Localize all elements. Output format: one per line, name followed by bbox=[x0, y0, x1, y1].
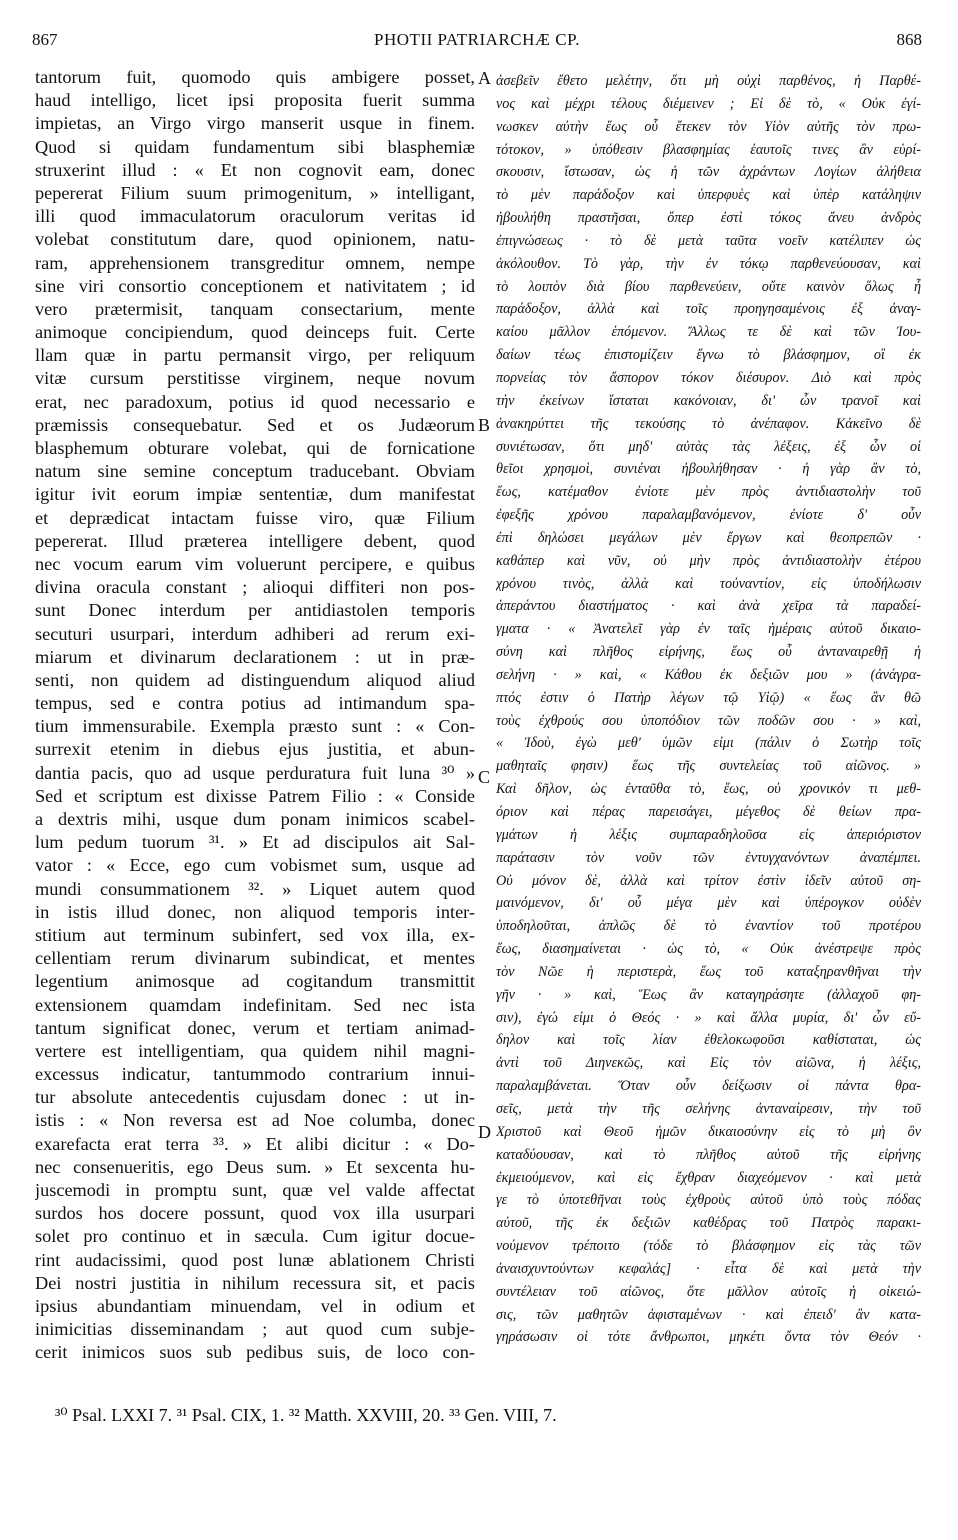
latin-text-line: vero prætermisit, tanquam consectarium, mente bbox=[35, 298, 475, 319]
greek-text-line: πορνείας τὸν ἄσπορον τόκον διέσυρον. Διὸ καὶ πρὸς bbox=[496, 369, 921, 386]
latin-text-line: divina oracula constant ; alioqui diffiteri non pos- bbox=[35, 577, 475, 598]
greek-text-line: ἕως, κατέμαθον ἐνίοτε μὲν πρὸς ἀντιδιαστολὴν τοῦ bbox=[496, 484, 921, 501]
latin-text-line: senti, non quidem ad distinguendum aliquod aliud bbox=[35, 669, 475, 690]
greek-text-line: όριον καὶ πέρας παρεισάγει, μέγεθος δὲ θείων πρα- bbox=[496, 804, 921, 820]
latin-text-line: rint audacissimi, quod post lunæ ablationem Christi bbox=[35, 1249, 475, 1270]
latin-text-line: extensionem quamdam indefinitam. Sed nec ista bbox=[35, 994, 475, 1015]
greek-text-line: πτός ἐστιν ὁ Πατὴρ λέγων τῷ Υἱῷ) « ἕως ἂν θῶ bbox=[496, 689, 921, 706]
latin-text-line: mundi consummationem ³². » Liquet autem quod bbox=[35, 878, 475, 899]
latin-text-line: cerit inimicos suos sub pedibus suis, de loco con- bbox=[35, 1342, 475, 1363]
greek-text-line: σιν), ἐγώ εἰμι ὁ Θεός · » καὶ ἄλλα μυρία, δι' ὧν εὔ- bbox=[496, 1009, 921, 1026]
greek-text-line: Καὶ δῆλον, ὡς ἐνταῦθα τὸ, ἕως, οὐ χρονικόν τι μεθ- bbox=[496, 781, 921, 798]
latin-text-line: struxerint illud : « Et non cognovit eam, donec bbox=[35, 159, 475, 180]
greek-text-line: καταδύουσαν, καὶ τὸ πλῆθος αὐτοῦ τῆς εἰρήνης bbox=[496, 1146, 921, 1163]
latin-text-line: stitium aut terminum subinfert, sed vox illa, ex- bbox=[35, 924, 475, 945]
greek-text-line: θεῖοι χρησμοὶ, συνιέναι ἠβουλήθησαν · ἡ γὰρ ἂν τὸ, bbox=[496, 461, 921, 478]
section-marker-a: A bbox=[478, 68, 491, 88]
latin-text-line: surrexit etenim in diebus ejus justitia, et abun- bbox=[35, 739, 475, 760]
latin-text-line: excessus indicatur, tantummodo contrarium innui- bbox=[35, 1064, 475, 1085]
greek-text-line: ἀσεβεῖν ἔθετο μελέτην, ὅτι μὴ οὐχὶ παρθένος, ἡ Παρθέ- bbox=[496, 73, 921, 89]
latin-text-line: in istis illud donec, non aliquod temporis inter- bbox=[35, 901, 475, 922]
greek-text-line: ἐπὶ δηλώσει μεγάλων μὲν ἔργων καὶ θεοπρεπῶν · bbox=[496, 529, 921, 546]
greek-text-line: δηλον καὶ τοῖς λίαν ἐθελοκωφοῦσι καθίσταται, ὡς bbox=[496, 1032, 921, 1049]
latin-text-line: et deprædicat intactam fuisse viro, quæ Filium bbox=[35, 507, 475, 528]
latin-text-line: vertere est intelligentiam, qua quidem nihil magni- bbox=[35, 1040, 475, 1061]
greek-text-line: γῆν · » καὶ, Ἕως ἂν καταγηράσητε (ἀλλαχοῦ φη- bbox=[496, 986, 921, 1003]
greek-text-line: τότοκον, » ὑπόθεσιν βλασφημίας ἑαυτοῖς τινες ἂν εὑρί- bbox=[496, 141, 921, 158]
page-number-right: 868 bbox=[896, 30, 922, 49]
latin-text-line: juscemodi in promptu sunt, quæ vel valde affectat bbox=[35, 1180, 475, 1200]
greek-text-line: συνιέτωσαν, ὅτι μηδ' αὐτὰς τὰς λέξεις, ἐξ ὧν οἱ bbox=[496, 438, 921, 455]
latin-text-line: haud intelligo, licet ipsi proposita fuerit summa bbox=[35, 90, 475, 111]
latin-text-line: sunt Donec interdum per antidiastolen temporis bbox=[35, 600, 475, 621]
greek-text-line: γε τὸ ὑποτεθῆναι τοὺς ἐχθροὺς αὐτοῦ ὑπὸ τοὺς πόδας bbox=[496, 1192, 921, 1209]
latin-text-line: tantorum fuit, quomodo quis ambigere posset, bbox=[35, 67, 475, 87]
greek-text-line: νος καὶ μέχρι τέλους διέμεινεν ; Εἰ δὲ τὸ, « Οὐκ ἐγί- bbox=[496, 95, 921, 112]
greek-text-line: ἀναισχυντούντων κεφαλάς] · εἶτα δὲ καὶ μετὰ τὴν bbox=[496, 1260, 921, 1277]
latin-text-line: istis : « Non reversa est ad Noe columba, donec bbox=[35, 1110, 475, 1131]
latin-column bbox=[35, 66, 475, 1365]
greek-text-line: σκουσιν, ἴστωσαν, ὡς ἡ τῶν ἀχράντων Λογίων ἀλήθεια bbox=[496, 164, 921, 181]
section-marker-d: D bbox=[478, 1122, 491, 1142]
latin-text-line: Sed et scriptum est dixisse Patrem Filio : « Conside bbox=[35, 785, 475, 806]
latin-text-line: exarefacta erat terra ³³. » Et alibi dicitur : « Do- bbox=[35, 1133, 475, 1154]
greek-text-line: ἐκμειούμενον, καὶ εἰς ἔχθραν διαχεόμενον · καὶ μετὰ bbox=[496, 1169, 921, 1186]
greek-text-line: νούμενον τρέποιτο (τόδε τὸ βλάσφημον εἰς τὰς τῶν bbox=[496, 1238, 921, 1255]
latin-text-line: pepererat. Illud præterea intelligere debent, quod bbox=[35, 530, 475, 551]
latin-text-line: ram, apprehensionem transgreditur omnem, nempe bbox=[35, 252, 475, 273]
latin-text-line: surdos hos docere possunt, quod vox illa usurpari bbox=[35, 1203, 475, 1224]
latin-text-line: inimicitias disseminandam ; aut quod cum subje- bbox=[35, 1319, 475, 1340]
greek-text-line: σύνη καὶ πλῆθος εἰρήνης, ἕως οὗ ἀνταναιρεθῇ ἡ bbox=[496, 644, 921, 661]
latin-text-line: dantia pacis, quo ad usque perduratura fuit luna ³⁰ » bbox=[35, 762, 475, 783]
running-header bbox=[32, 30, 922, 56]
latin-text-line: præmissis consequebatur. Sed et os Judæorum bbox=[35, 414, 475, 435]
latin-text-line: igitur ivit eorum impiæ sententiæ, dum manifestat bbox=[35, 484, 475, 505]
greek-column bbox=[496, 70, 921, 1349]
greek-text-line: Οὐ μόνον δὲ, ἀλλὰ καὶ τρίτον ἐστὶν ἰδεῖν αὐτοῦ ση- bbox=[496, 872, 921, 889]
section-marker-c: C bbox=[478, 767, 491, 787]
latin-text-line: miarum et divinarum declarationem : ut in præ- bbox=[35, 646, 475, 667]
greek-text-line: μαθηταῖς φησιν) ἕως τῆς συντελείας τοῦ αἰῶνος. » bbox=[496, 758, 921, 775]
latin-text-line: erat, nec paradoxum, potius id quod necessario e bbox=[35, 391, 475, 412]
greek-text-line: τὸ μὲν παράδοξον καὶ ὑπερφυὲς καὶ ὑπὲρ κατάληψιν bbox=[496, 187, 921, 204]
latin-text-line: Dei nostri justitia in nihilum recessura sit, et pacis bbox=[35, 1272, 475, 1293]
latin-text-line: lum pedum tuorum ³¹. » Et ad discipulos ait Sal- bbox=[35, 832, 475, 853]
latin-text-line: legentium animosque ad cogitandum transmittit bbox=[35, 971, 475, 992]
latin-text-line: vator : « Ecce, ego cum vobismet sum, usque ad bbox=[35, 855, 475, 876]
latin-text-line: sine viri consortio conceptionem et nativitatem ; id bbox=[35, 275, 475, 296]
greek-text-line: ἀκόλουθον. Τὸ γὰρ, τὴν ἐν τόκῳ παρθενεύουσαν, καὶ bbox=[496, 255, 921, 272]
greek-text-line: παράτασιν τὸν νοῦν τῶν ἐντυγχανόντων ἀναπέμπει. bbox=[496, 849, 921, 866]
latin-text-line: secuturi usurpari, interdum adhiberi ad rerum exi- bbox=[35, 623, 475, 644]
greek-text-line: συντέλειαν τοῦ αἰῶνος, ὅτε μᾶλλον αὐτοῖς ἡ οἰκειώ- bbox=[496, 1283, 921, 1300]
latin-text-line: vitæ cursum perstitisse virginem, neque novum bbox=[35, 368, 475, 389]
greek-text-line: ἀπεράντου διαστήματος · καὶ ἀνὰ χεῖρα τὰ παραδεί- bbox=[496, 598, 921, 615]
latin-text-line: tur absolute antecedentis cujusdam donec : ut in- bbox=[35, 1087, 475, 1108]
greek-text-line: χρόνου τινὸς, ἀλλὰ καὶ τοὐναντίον, εἰς ὑποδήλωσιν bbox=[496, 575, 921, 592]
running-title: PHOTII PATRIARCHÆ CP. bbox=[374, 30, 580, 49]
greek-text-line: δαίων τέως ἐπιστομίζειν ἔγνω τὸ βλάσφημον, οἳ ἐκ bbox=[496, 347, 921, 364]
latin-text-line: animoque concipiendum, quod deinceps fuit. Certe bbox=[35, 322, 475, 343]
greek-text-line: τὸ λοιπὸν διὰ βίου παρθενεύειν, οὔτε καινὸν ὅλως ἦ bbox=[496, 278, 921, 295]
latin-text-line: llam quæ in partu permansit virgo, per reliquum bbox=[35, 345, 475, 366]
latin-text-line: volebat constitutum dare, quod opinionem, natu- bbox=[35, 229, 475, 250]
greek-text-line: νωσκεν αὐτὴν ἕως οὗ ἔτεκεν τὸν Υἱὸν αὐτῆς τὸν πρω- bbox=[496, 118, 921, 135]
footnotes: ³⁰ Psal. LXXI 7. ³¹ Psal. CIX, 1. ³² Matth. XXVIII, 20. ³³ Gen. VIII, 7. bbox=[55, 1405, 557, 1425]
greek-text-line: ἀνακηρύττει τῆς τεκούσης τὸ ἀνέπαφον. Κἀκεῖνο δὲ bbox=[496, 415, 921, 432]
page-number-left: 867 bbox=[32, 30, 58, 49]
greek-text-line: καίου μᾶλλον ἑπόμενον. Ἄλλως τε δὲ καὶ τῶν Ἰου- bbox=[496, 324, 921, 341]
greek-text-line: ἕως, διασημαίνεται · ὡς τὸ, « Οὐκ ἀνέστρεψε πρὸς bbox=[496, 941, 921, 958]
latin-text-line: ipsius abundantiam minuendam, vel in odium et bbox=[35, 1295, 475, 1316]
latin-text-line: cellentiam rerum divinarum subindicat, et mentes bbox=[35, 948, 475, 969]
greek-text-line: Χριστοῦ καὶ Θεοῦ ἡμῶν δικαιοσύνην εἰς τὸ μὴ ὂν bbox=[496, 1123, 921, 1140]
greek-text-line: « Ἰδοὺ, ἐγὼ μεθ' ὑμῶν εἰμι (πάλιν ὁ Σωτὴρ τοῖς bbox=[496, 735, 921, 752]
latin-text-line: a dextris mihi, usque dum ponam inimicos scabel- bbox=[35, 809, 475, 829]
greek-text-line: σεῖς, μετὰ τὴν τῆς σελήνης ἀνταναίρεσιν, τὴν τοῦ bbox=[496, 1100, 921, 1117]
latin-text-line: pepererat Filium suum primogenitum, » intelligant, bbox=[35, 182, 475, 203]
greek-text-line: αὐτοῦ, τῆς ἐκ δεξιῶν καθέδρας τοῦ Πατρὸς παρακι- bbox=[496, 1215, 921, 1232]
greek-text-line: παράδοξον, ἀλλὰ καὶ τοῖς προηγησαμένοις ἐξ ἀναγ- bbox=[496, 301, 921, 318]
section-marker-b: B bbox=[478, 415, 491, 435]
greek-text-line: ἀντὶ τοῦ Διηνεκῶς, καὶ Εἰς τὸν αἰῶνα, ἡ λέξις, bbox=[496, 1055, 921, 1072]
greek-text-line: τοὺς ἐχθρούς σου ὑποπόδιον τῶν ποδῶν σου · » καὶ, bbox=[496, 712, 921, 729]
latin-text-line: impietas, an Virgo virgo manserit usque in finem. bbox=[35, 113, 475, 134]
greek-text-line: τὸν Νῶε ἡ περιστερὰ, ἕως τοῦ καταξηρανθῆναι τὴν bbox=[496, 963, 921, 980]
latin-text-line: Quod si quidam fundamentum sibi blasphemiæ bbox=[35, 136, 475, 157]
latin-text-line: nec consenueritis, ego Deus sum. » Et sexcenta hu- bbox=[35, 1156, 475, 1177]
greek-text-line: ἐφεξῆς χρόνου παραλαμβανόμενον, ἐνίοτε δ' οὖν bbox=[496, 507, 921, 524]
latin-text-line: tempus, sed e contra potius ad intimandum spa- bbox=[35, 693, 475, 714]
greek-text-line: καθάπερ καὶ νῦν, οὐ μὴν πρὸς ἀντιδιαστολὴν ἑτέρου bbox=[496, 552, 921, 569]
greek-text-line: γηράσωσιν οἱ τότε ἄνθρωποι, μηκέτι ὄντα τὸν Θεόν · bbox=[496, 1329, 921, 1346]
latin-text-line: illi quod immaculatorum oraculorum veritas id bbox=[35, 206, 475, 227]
greek-text-line: σελήνη · » καὶ, « Κάθου ἐκ δεξιῶν μου » (ἀνάγρα- bbox=[496, 666, 921, 683]
greek-text-line: ἠβουλήθη πραστῆσαι, ὅπερ ἐστὶ τόκος ἄνευ ἀνδρὸς bbox=[496, 210, 921, 227]
latin-text-line: solet pro continuo et in sæcula. Cum igitur docue- bbox=[35, 1226, 475, 1247]
latin-text-line: tium immensurabile. Exempla præsto sunt : « Con- bbox=[35, 716, 475, 737]
latin-text-line: blasphemum obturare volebat, qui de fornicatione bbox=[35, 438, 475, 458]
latin-text-line: nec vocum earum vim voluerunt percipere, e quibus bbox=[35, 553, 475, 574]
greek-text-line: ἐπιγνώσεως · τὸ δὲ μετὰ ταῦτα νοεῖν κατέλιπεν ὡς bbox=[496, 232, 921, 249]
greek-text-line: γμάτων ἡ λέξις συμπαραδηλοῦσα εἰς ἀπεριόριστον bbox=[496, 826, 921, 843]
greek-text-line: ὑποδηλοῦται, ἁπλῶς δὲ τὸ ἐναντίον τοῦ προτέρου bbox=[496, 918, 921, 935]
greek-text-line: παραλαμβάνεται. Ὅταν οὖν δείξωσιν οἱ πάντα θρα- bbox=[496, 1078, 921, 1095]
latin-text-line: tantum significat donec, verum et tertiam animad- bbox=[35, 1017, 475, 1038]
greek-text-line: γματα · « Ἀνατελεῖ γὰρ ἐν ταῖς ἡμέραις αὐτοῦ δικαιο- bbox=[496, 621, 921, 638]
greek-text-line: μαινόμενον, δι' οὗ μέγα μὲν καὶ ὑπέρογκον οὐδὲν bbox=[496, 895, 921, 912]
greek-text-line: τὴν ἐκείνων ἵσταται κακόνοιαν, δι' ὧν τρανοῖ καὶ bbox=[496, 392, 921, 409]
greek-text-line: σις, τῶν μαθητῶν ἀφισταμένων · καὶ ἐπειδ' ἂν κατα- bbox=[496, 1306, 921, 1323]
latin-text-line: natum sine semine conceptum traducebant. Obviam bbox=[35, 461, 475, 482]
